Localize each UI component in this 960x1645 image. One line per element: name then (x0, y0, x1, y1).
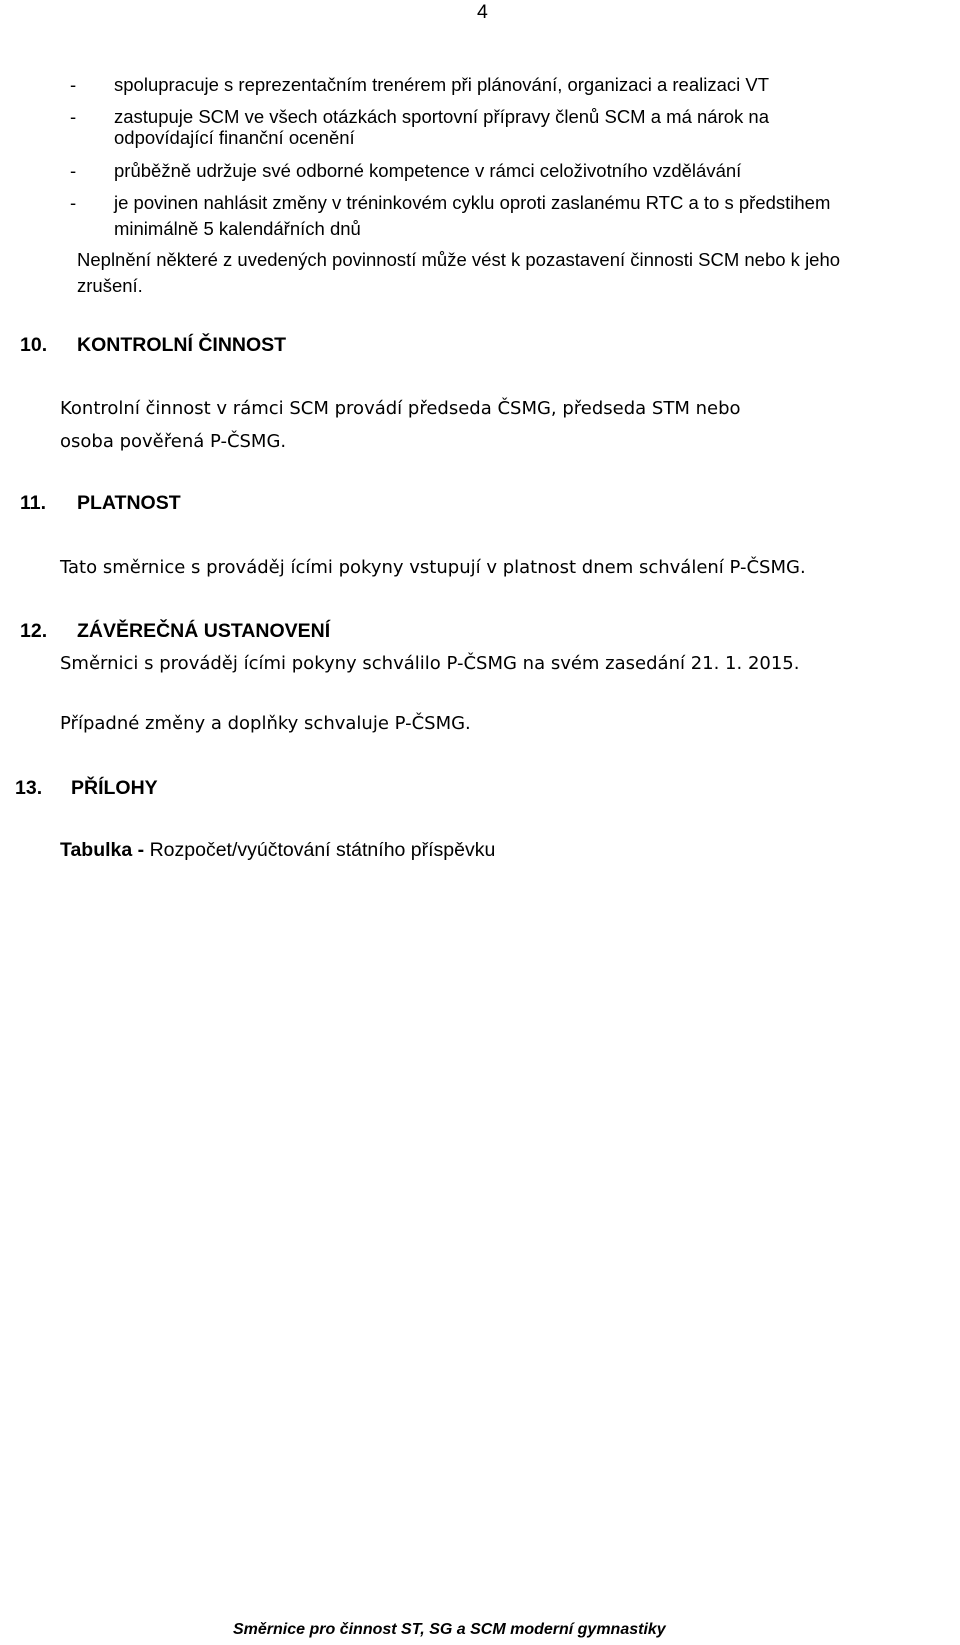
section-text: Směrnici s prováděj ícími pokyny schválilo P-ČSMG na svém zasedání 21. 1. 2015. (60, 653, 800, 674)
section-title: KONTROLNÍ ČINNOST (77, 334, 287, 356)
note-line: Neplnění některé z uvedených povinností může vést k pozastavení činnosti SCM nebo k jeho (77, 249, 841, 270)
list-item-text: odpovídající finanční ocenění (114, 127, 355, 148)
section-text: Případné změny a doplňky schvaluje P-ČSMG. (60, 713, 471, 734)
list-item-text: spolupracuje s reprezentačním trenérem při plánování, organizaci a realizaci VT (114, 74, 770, 95)
list-item-text: průběžně udržuje své odborné kompetence v rámci celoživotního vzdělávání (114, 160, 742, 181)
section-text: Tato směrnice s prováděj ícími pokyny vstupují v platnost dnem schválení P-ČSMG. (60, 557, 806, 578)
section-number: 10. (20, 334, 48, 356)
section-number: 13. (15, 777, 43, 799)
section-number: 11. (20, 492, 47, 514)
section-text: osoba pověřená P-ČSMG. (60, 431, 287, 452)
list-dash: - (70, 106, 77, 127)
list-dash: - (70, 192, 77, 213)
attachment-line (60, 838, 495, 862)
section-title: PŘÍLOHY (71, 777, 158, 799)
section-text: Kontrolní činnost v rámci SCM provádí předseda ČSMG, předseda STM nebo (60, 398, 741, 419)
section-title: PLATNOST (77, 492, 181, 514)
list-item-text: zastupuje SCM ve všech otázkách sportovní přípravy členů SCM a má nárok na (114, 106, 769, 127)
page-number: 4 (477, 1, 488, 23)
page-footer: Směrnice pro činnost ST, SG a SCM moderní gymnastiky (233, 1621, 666, 1638)
list-item-text: je povinen nahlásit změny v tréninkovém cyklu oproti zaslanému RTC a to s předstihem (114, 192, 831, 213)
list-item-text: minimálně 5 kalendářních dnů (114, 218, 361, 239)
attachment-label: Tabulka - (60, 839, 145, 861)
attachment-text: Rozpočet/vyúčtování státního příspěvku (144, 839, 496, 861)
section-title: ZÁVĚREČNÁ USTANOVENÍ (77, 620, 331, 642)
section-number: 12. (20, 620, 48, 642)
list-dash: - (70, 160, 77, 181)
note-line: zrušení. (77, 275, 143, 296)
list-dash: - (70, 74, 77, 95)
